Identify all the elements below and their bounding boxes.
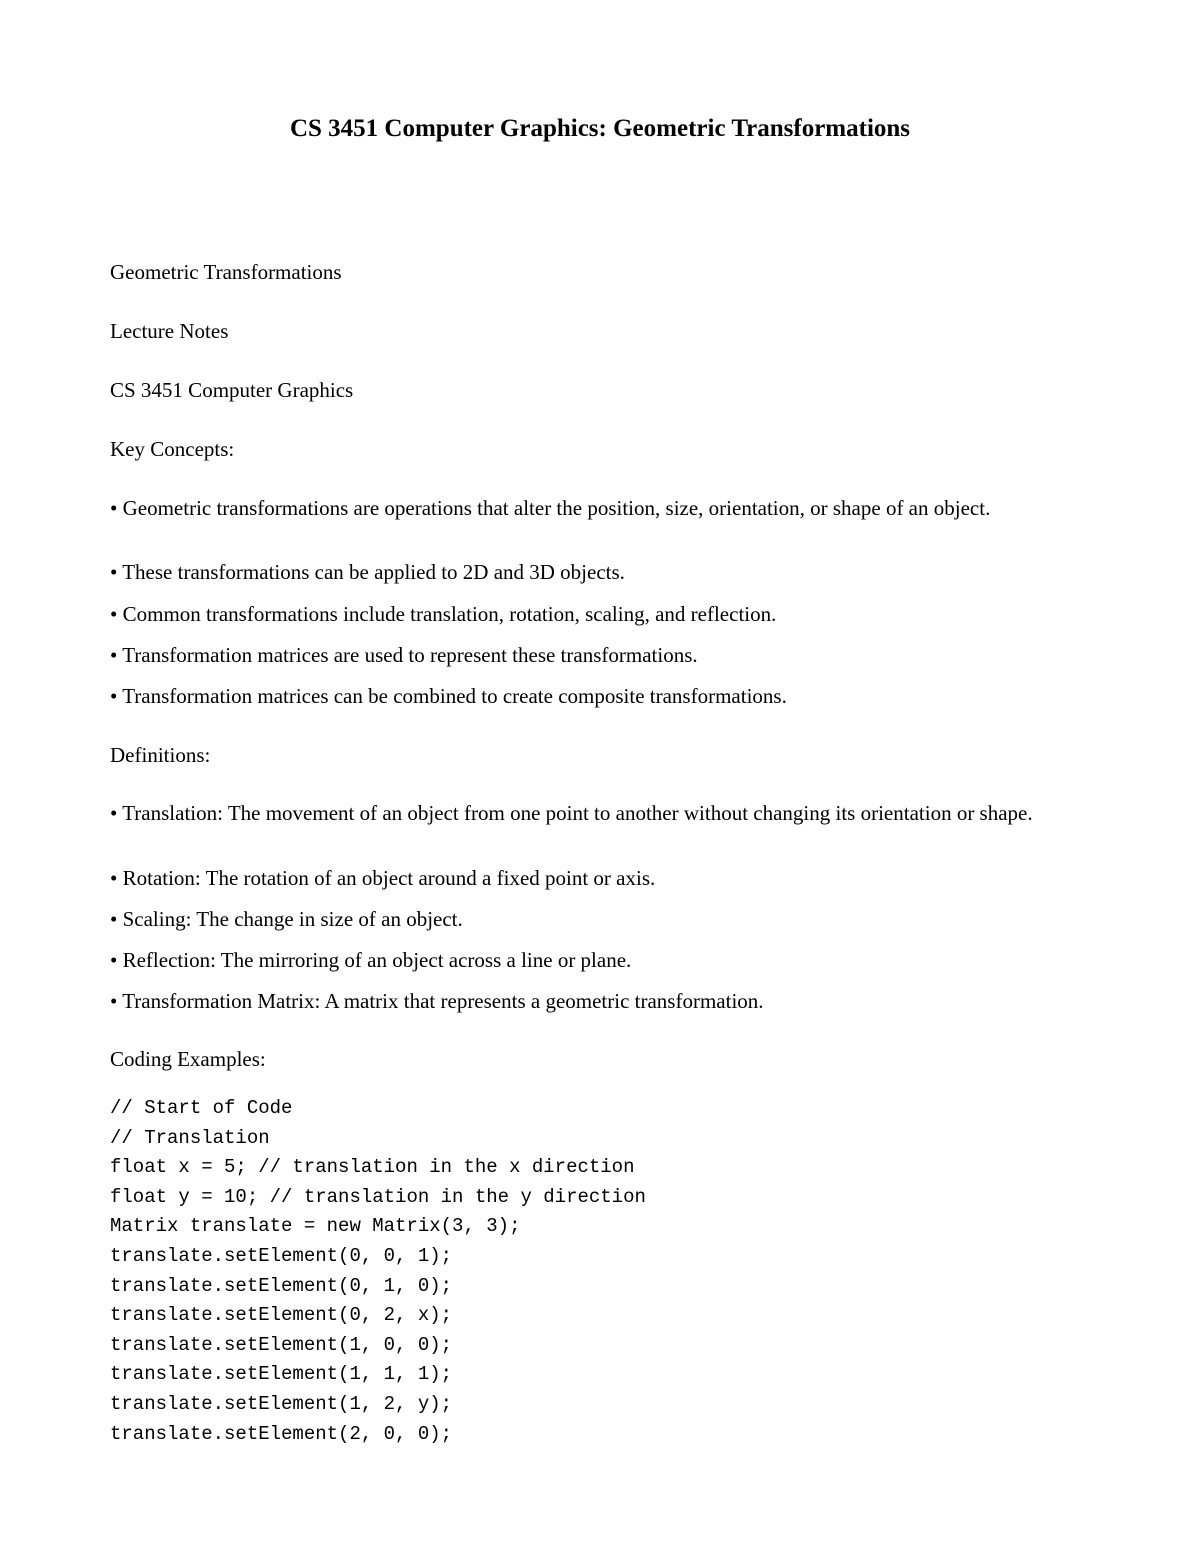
key-concept-item: • These transformations can be applied to 2D and 3D objects.: [110, 560, 625, 584]
code-line: Matrix translate = new Matrix(3, 3);: [110, 1215, 521, 1238]
code-line: float y = 10; // translation in the y direction: [110, 1185, 646, 1208]
code-line: translate.setElement(1, 2, y);: [110, 1392, 453, 1415]
code-line: // Translation: [110, 1126, 270, 1149]
key-concepts-heading: Key Concepts:: [110, 437, 235, 461]
coding-examples-heading: Coding Examples:: [110, 1047, 266, 1071]
code-line: translate.setElement(0, 1, 0);: [110, 1274, 453, 1297]
key-concept-item: • Transformation matrices can be combined to create composite transformations.: [110, 684, 787, 708]
code-line: // Start of Code: [110, 1097, 293, 1119]
page-title: CS 3451 Computer Graphics: Geometric Transformations: [289, 115, 911, 142]
header-line-notes: Lecture Notes: [110, 319, 229, 343]
definitions-heading: Definitions:: [110, 743, 211, 767]
definition-item: • Rotation: The rotation of an object around a fixed point or axis.: [110, 866, 656, 890]
key-concept-item: • Common transformations include translation, rotation, scaling, and reflection.: [110, 602, 777, 626]
definition-item: • Transformation Matrix: A matrix that represents a geometric transformation.: [110, 989, 764, 1013]
definition-item: • Scaling: The change in size of an object.: [110, 907, 463, 931]
key-concept-item: • Transformation matrices are used to represent these transformations.: [110, 643, 698, 667]
definition-item: • Translation: The movement of an object from one point to another without changing its orientation or shape.: [110, 801, 1033, 825]
code-line: translate.setElement(2, 0, 0);: [110, 1422, 453, 1445]
header-line-topic: Geometric Transformations: [110, 260, 342, 284]
code-line: translate.setElement(0, 0, 1);: [110, 1244, 453, 1267]
code-block: [110, 1094, 646, 1449]
code-line: float x = 5; // translation in the x direction: [110, 1156, 635, 1179]
key-concept-item: • Geometric transformations are operations that alter the position, size, orientation, or shape of an object.: [110, 496, 991, 520]
definition-item: • Reflection: The mirroring of an object across a line or plane.: [110, 948, 632, 972]
header-line-course: CS 3451 Computer Graphics: [110, 378, 354, 402]
code-line: translate.setElement(0, 2, x);: [110, 1304, 453, 1327]
code-line: translate.setElement(1, 0, 0);: [110, 1333, 453, 1356]
code-line: translate.setElement(1, 1, 1);: [110, 1363, 453, 1386]
